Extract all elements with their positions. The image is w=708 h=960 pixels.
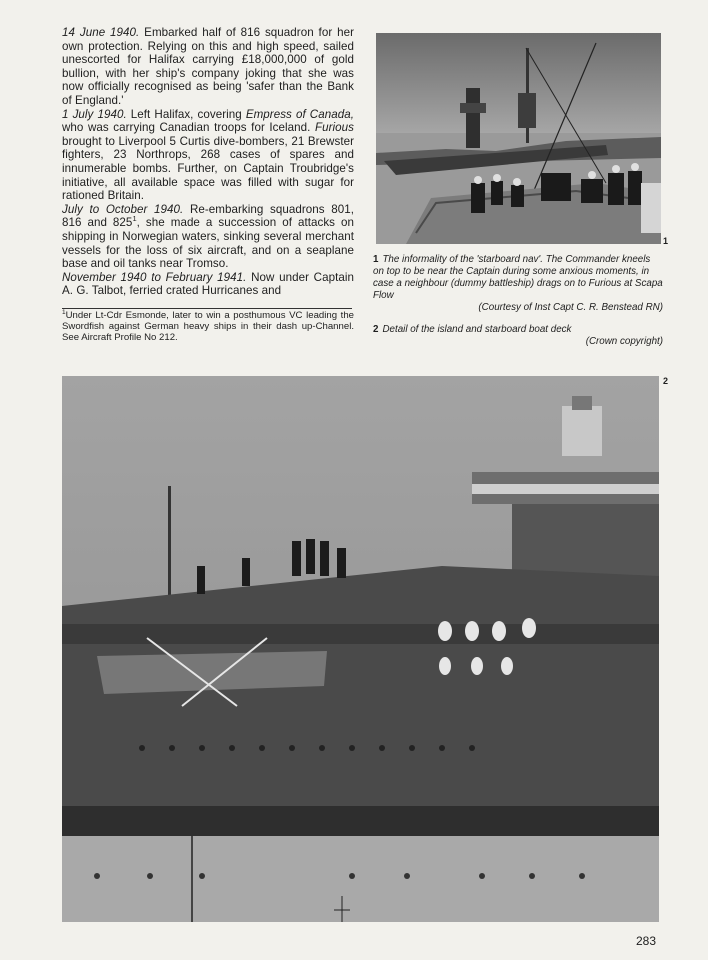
page-number: 283 (636, 934, 657, 948)
date-label: 14 June 1940. (62, 26, 140, 39)
figure-1-caption: 1 The informality of the 'starboard nav'. The Commander kneels on top to be near the Captain during some anxious moments, in case a neighbour (dummy battleship) drags on to Furious at Scapa Flow (Courtesy of Inst Capt C. R. Benstead RN) (373, 254, 663, 313)
date-label: July to October 1940. (62, 202, 184, 216)
figure-2-caption: 2 Detail of the island and starboard boat deck (Crown copyright) (373, 324, 663, 347)
footnote-ref: 1 (132, 214, 137, 224)
figure-number: 1 (663, 236, 669, 246)
date-label: November 1940 to February 1941. (62, 270, 247, 284)
figure-1-credit: (Courtesy of Inst Capt C. R. Benstead RN) (478, 302, 663, 313)
figure-number: 2 (663, 376, 669, 386)
date-label: 1 July 1940. (62, 107, 127, 121)
figure-2-credit: (Crown copyright) (585, 336, 663, 347)
footnote-divider (62, 308, 352, 309)
photo-starboard-nav (376, 33, 661, 244)
paragraph-july-1940: 1 July 1940. Left Halifax, covering Empress of Canada, who was carrying Canadian troops for Iceland. Furious brought to Liverpool 5 Curtis dive-bombers, 21 Brewster fighters, 23 Northrops, 268 cases of spares and innumerable bombs. Further, on Captain Troubridge's initiative, all available space was filled with sugar for rationed Britain. (62, 107, 354, 203)
footnote: $^1$Under Lt-Cdr Esmonde, later to win a posthumous VC leading the Swordfish against German heavy ships in their dash up-Channel. See Aircraft Profile No 212. (62, 308, 354, 343)
paragraph-july-october-1940: July to October 1940. Re-embarking squadrons 801, 816 and $825^1$, she made a succession of attacks on shipping in Norwegian waters, sinking several merchant vessels for the loss of six aircraft, and on a seaplane base and oil tanks near Tromso. (62, 202, 354, 271)
paragraph-nov-1940: November 1940 to February 1941. Now under Captain A. G. Talbot, ferried crated Hurricanes and (62, 270, 354, 298)
body-text-column (62, 26, 354, 298)
photo-island-boat-deck (62, 376, 659, 922)
paragraph-june-1940: 14 June 1940. Embarked half of 816 squadron for her own protection. Relying on this and high speed, sailed unescorted for Halifax carrying £18,000,000 of gold bullion, with her ship's company joking that she was now officially recognised as being 'safer than the Bank of England.' (62, 26, 354, 107)
